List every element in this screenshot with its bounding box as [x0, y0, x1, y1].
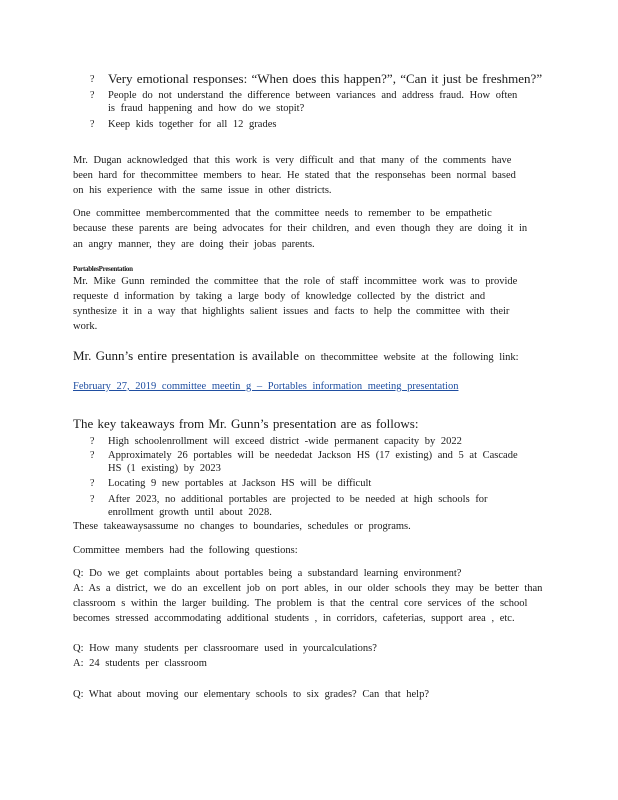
dugan-paragraph-line1: Mr. Dugan acknowledged that this work is very difficult and that many of the comments have — [73, 155, 512, 166]
bullet-marker: ? — [90, 90, 95, 101]
takeaway-portables-line1: Approximately 26 portables will be neededat Jackson HS (17 existing) and 5 at Cascade — [108, 450, 518, 461]
bullet-marker: ? — [90, 119, 95, 130]
portables-heading: PortablesPresentation — [73, 265, 133, 273]
takeaways-heading: The key takeaways from Mr. Gunn’s presentation are as follows: — [73, 416, 419, 431]
qa1-answer-line1: A: As a district, we do an excellent job on port ables, in our older schools they may be better than — [73, 583, 543, 594]
gunn-paragraph-line1: Mr. Mike Gunn reminded the committee that the role of staff incommittee work was to provide — [73, 276, 518, 287]
qa1-answer-line3: becomes stressed accommodating additional students , in corridors, cafeterias, support area , etc. — [73, 613, 515, 624]
bullet-fraud-line2: is fraud happening and how do we stopit? — [108, 103, 305, 114]
qa2-question: Q: How many students per classroomare used in yourcalculations? — [73, 643, 377, 654]
bullet-marker: ? — [90, 450, 95, 461]
bullet-marker: ? — [90, 436, 95, 447]
takeaway-jackson: Locating 9 new portables at Jackson HS will be difficult — [108, 478, 372, 489]
takeaway-portables-line2: HS (1 existing) by 2023 — [108, 463, 221, 474]
takeaway-enrollment: High schoolenrollment will exceed district -wide permanent capacity by 2022 — [108, 436, 462, 447]
takeaway-2023-line2: enrollment growth until about 2028. — [108, 507, 272, 518]
takeaways-assumption: These takeawaysassume no changes to boundaries, schedules or programs. — [73, 521, 411, 532]
questions-intro: Committee members had the following questions: — [73, 545, 298, 556]
presentation-availability-lead: Mr. Gunn’s entire presentation is available — [73, 348, 299, 363]
bullet-marker: ? — [90, 478, 95, 489]
bullet-fraud-line1: People do not understand the difference between variances and address fraud. How often — [108, 90, 518, 101]
bullet-marker: ? — [90, 74, 95, 85]
gunn-paragraph-line3: synthesize it in a way that highlights salient issues and facts to help the committee with their — [73, 306, 510, 317]
qa2-answer: A: 24 students per classroom — [73, 658, 207, 669]
bullet-marker: ? — [90, 494, 95, 505]
bullet-kids-together: Keep kids together for all 12 grades — [108, 119, 277, 130]
dugan-paragraph-line3: on his experience with the same issue in other districts. — [73, 185, 332, 196]
presentation-availability — [73, 349, 519, 364]
presentation-link-row — [73, 380, 458, 393]
empathetic-paragraph-line1: One committee membercommented that the committee needs to remember to be empathetic — [73, 208, 492, 219]
gunn-paragraph-line4: work. — [73, 321, 98, 332]
gunn-paragraph-line2: requeste d information by taking a large body of knowledge collected by the district and — [73, 291, 486, 302]
presentation-availability-rest: on thecommittee website at the following link: — [298, 352, 519, 363]
qa1-answer-line2: classroom s within the larger building. The problem is that the central core services of the school — [73, 598, 528, 609]
bullet-emotional: Very emotional responses: “When does this happen?”, “Can it just be freshmen?” — [108, 71, 543, 86]
presentation-link[interactable]: February 27, 2019 committee meetin g – Portables information meeting presentation — [73, 381, 459, 392]
empathetic-paragraph-line2: because these parents are being advocates for their children, and even though they are doing it in — [73, 223, 528, 234]
takeaway-2023-line1: After 2023, no additional portables are projected to be needed at high schools for — [108, 494, 488, 505]
dugan-paragraph-line2: been hard for thecommittee members to hear. He stated that the responsehas been normal based — [73, 170, 516, 181]
qa1-question: Q: Do we get complaints about portables being a substandard learning environment? — [73, 568, 462, 579]
empathetic-paragraph-line3: an angry manner, they are doing their jobas parents. — [73, 239, 315, 250]
qa3-question: Q: What about moving our elementary schools to six grades? Can that help? — [73, 689, 429, 700]
